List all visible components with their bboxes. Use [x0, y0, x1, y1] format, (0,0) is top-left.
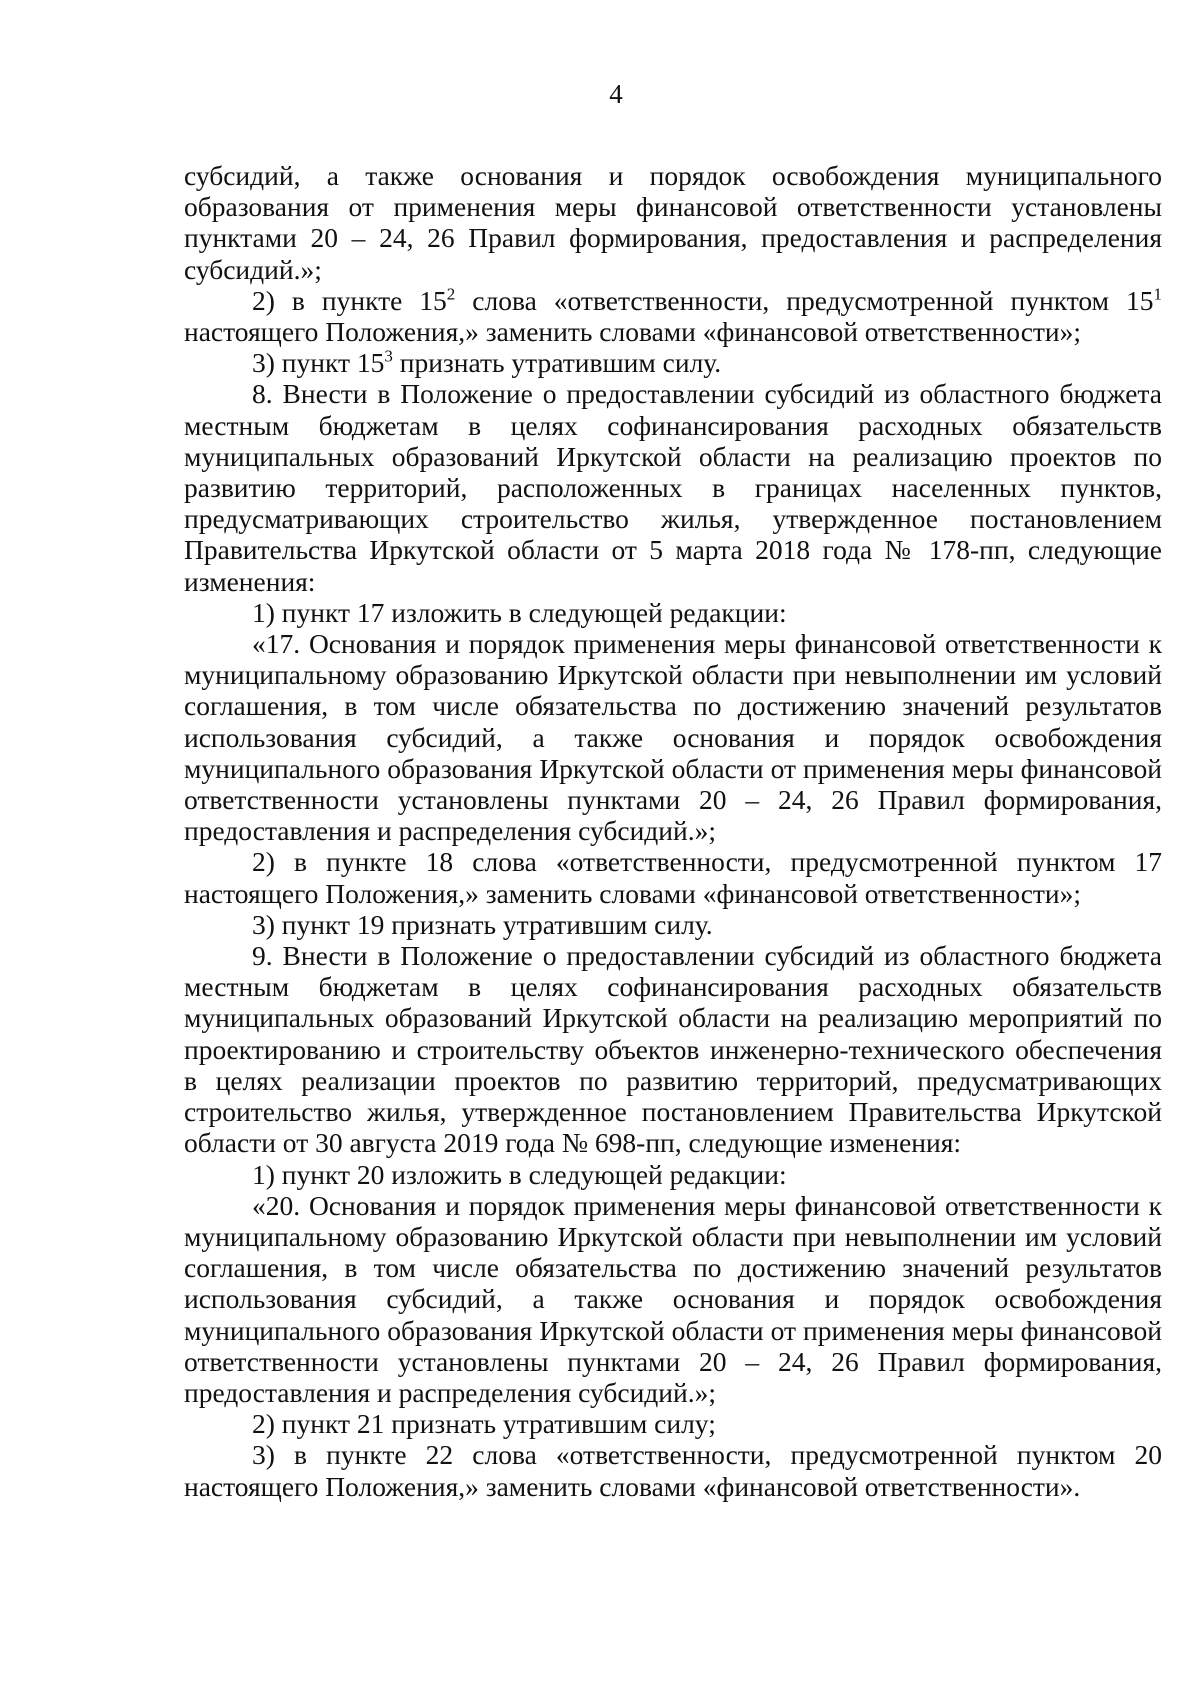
- paragraph-8-intro: 8. Внести в Положение о предоставлении субсидий из областного бюджета местным бюджетам в целях софинансирования расходных обязательств муниципальных образований Иркутской области на реализацию проектов по развитию территорий, расположенных в границах населенных пунктов, предусматривающих строительство жилья, утвержденное постановлением Правительства Иркутской области от 5 марта 2018 года № 178-пп, следующие изменения:: [184, 378, 1162, 597]
- document-body: [184, 160, 1162, 1502]
- paragraph-8-quoted-point-17: «17. Основания и порядок применения меры финансовой ответственности к муниципальному образованию Иркутской области при невыполнении им условий соглашения, в том числе обязательства по достижению значений результатов использования субсидий, а также основания и порядок освобождения муниципального образования Иркутской области от применения меры финансовой ответственности установлены пунктами 20 – 24, 26 Правил формирования, предоставления и распределения субсидий.»;: [184, 628, 1162, 847]
- paragraph-9-item-2: 2) пункт 21 признать утратившим силу;: [252, 1408, 716, 1440]
- paragraph-continuation: субсидий, а также основания и порядок освобождения муниципального образования от применения меры финансовой ответственности установлены пунктами 20 – 24, 26 Правил формирования, предоставления и распределения субсидий.»;: [184, 160, 1162, 285]
- paragraph-9-item-3: 3) в пункте 22 слова «ответственности, предусмотренной пунктом 20 настоящего Положения,» заменить словами «финансовой ответственности».: [184, 1439, 1162, 1502]
- paragraph-7-item-3: 3) пункт $15^3$ признать утратившим силу.: [252, 346, 722, 379]
- paragraph-9-intro: 9. Внести в Положение о предоставлении субсидий из областного бюджета местным бюджетам в целях софинансирования расходных обязательств муниципальных образований Иркутской области на реализацию мероприятий по проектированию и строительству объектов инженерно-технического обеспечения в целях реализации проектов по развитию территорий, предусматривающих строительство жилья, утвержденное постановлением Правительства Иркутской области от 30 августа 2019 года № 698-пп, следующие изменения:: [184, 940, 1162, 1159]
- paragraph-9-quoted-point-20: «20. Основания и порядок применения меры финансовой ответственности к муниципальному образованию Иркутской области при невыполнении им условий соглашения, в том числе обязательства по достижению значений результатов использования субсидий, а также основания и порядок освобождения муниципального образования Иркутской области от применения меры финансовой ответственности установлены пунктами 20 – 24, 26 Правил формирования, предоставления и распределения субсидий.»;: [184, 1189, 1162, 1408]
- paragraph-8-item-3: 3) пункт 19 признать утратившим силу.: [252, 908, 713, 940]
- paragraph-9-item-1: 1) пункт 20 изложить в следующей редакции:: [252, 1158, 787, 1190]
- paragraph-7-item-2: 2) в пункте $15^2$ слова «ответственности, предусмотренной пунктом $15^1$ настоящего Положения,» заменить словами «финансовой ответственности»;: [184, 284, 1162, 348]
- page-number: 4: [609, 79, 623, 109]
- paragraph-8-item-2: 2) в пункте 18 слова «ответственности, предусмотренной пунктом 17 настоящего Положения,» заменить словами «финансовой ответственности»;: [184, 846, 1162, 909]
- paragraph-8-item-1: 1) пункт 17 изложить в следующей редакции:: [252, 596, 787, 628]
